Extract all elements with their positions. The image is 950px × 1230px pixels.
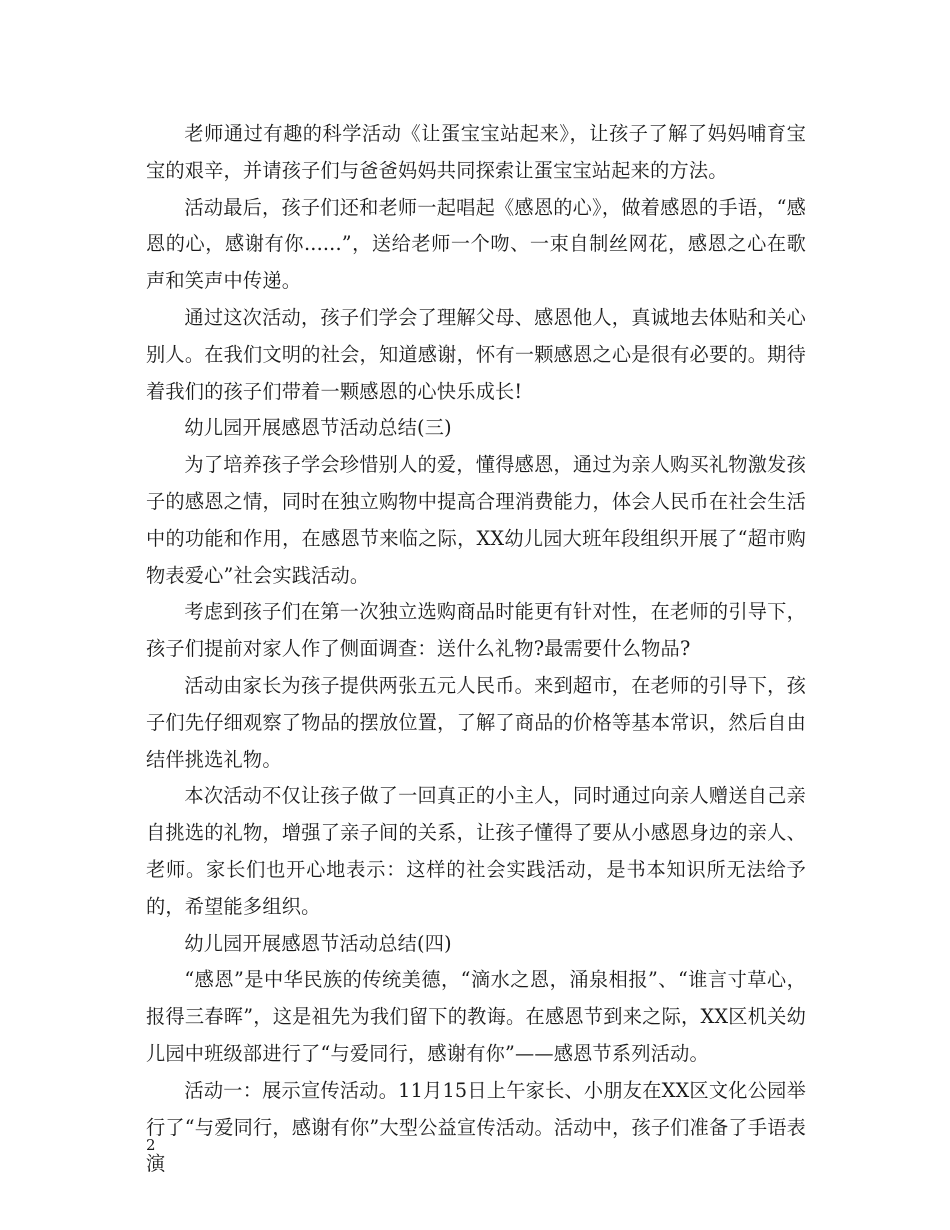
paragraph-8: “感恩”是中华民族的传统美德，“滴水之恩，涌泉相报”、“谁言寸草心，报得三春晖”，这是祖先为我们留下的教诲。在感恩节到来之际，XX区机关幼儿园中班级部进行了“与爱同行，感谢有你”——感恩节系列活动。 (146, 968, 806, 1065)
paragraph-4: 为了培养孩子学会珍惜别人的爱，懂得感恩，通过为亲人购买礼物激发孩子的感恩之情，同时在独立购物中提高合理消费能力，体会人民币在社会生活中的功能和作用，在感恩节来临之际，XX幼儿园大班年段组织开展了“超市购物表爱心”社会实践活动。 (146, 453, 806, 587)
paragraph-2: 活动最后，孩子们还和老师一起唱起《感恩的心》，做着感恩的手语，“感恩的心，感谢有你......”，送给老师一个吻、一束自制丝网花，感恩之心在歌声和笑声中传递。 (146, 195, 806, 293)
paragraph-9: 活动一：展示宣传活动。11月15日上午家长、小朋友在XX区文化公园举行了“与爱同行，感谢有你”大型公益宣传活动。活动中，孩子们准备了手语表演 (146, 1078, 806, 1176)
page-number: 2 (146, 1136, 156, 1154)
document-body (146, 116, 806, 1183)
section-heading-4: 幼儿园开展感恩节活动总结(四) (184, 931, 452, 955)
paragraph-3: 通过这次活动，孩子们学会了理解父母、感恩他人，真诚地去体贴和关心别人。在我们文明的社会，知道感谢，怀有一颗感恩之心是很有必要的。期待着我们的孩子们带着一颗感恩的心快乐成长! (146, 305, 806, 403)
paragraph-6: 活动由家长为孩子提供两张五元人民币。来到超市，在老师的引导下，孩子们先仔细观察了物品的摆放位置，了解了商品的价格等基本常识，然后自由结伴挑选礼物。 (146, 673, 806, 771)
paragraph-1: 老师通过有趣的科学活动《让蛋宝宝站起来》，让孩子了解了妈妈哺育宝宝的艰辛，并请孩子们与爸爸妈妈共同探索让蛋宝宝站起来的方法。 (146, 122, 806, 182)
paragraph-5: 考虑到孩子们在第一次独立选购商品时能更有针对性，在老师的引导下，孩子们提前对家人作了侧面调查：送什么礼物?最需要什么物品? (146, 600, 806, 661)
paragraph-7: 本次活动不仅让孩子做了一回真正的小主人，同时通过向亲人赠送自己亲自挑选的礼物，增强了亲子间的关系，让孩子懂得了要从小感恩身边的亲人、老师。家长们也开心地表示：这样的社会实践活动，是书本知识所无法给予的，希望能多组织。 (146, 784, 806, 918)
section-heading-3: 幼儿园开展感恩节活动总结(三) (184, 416, 452, 440)
